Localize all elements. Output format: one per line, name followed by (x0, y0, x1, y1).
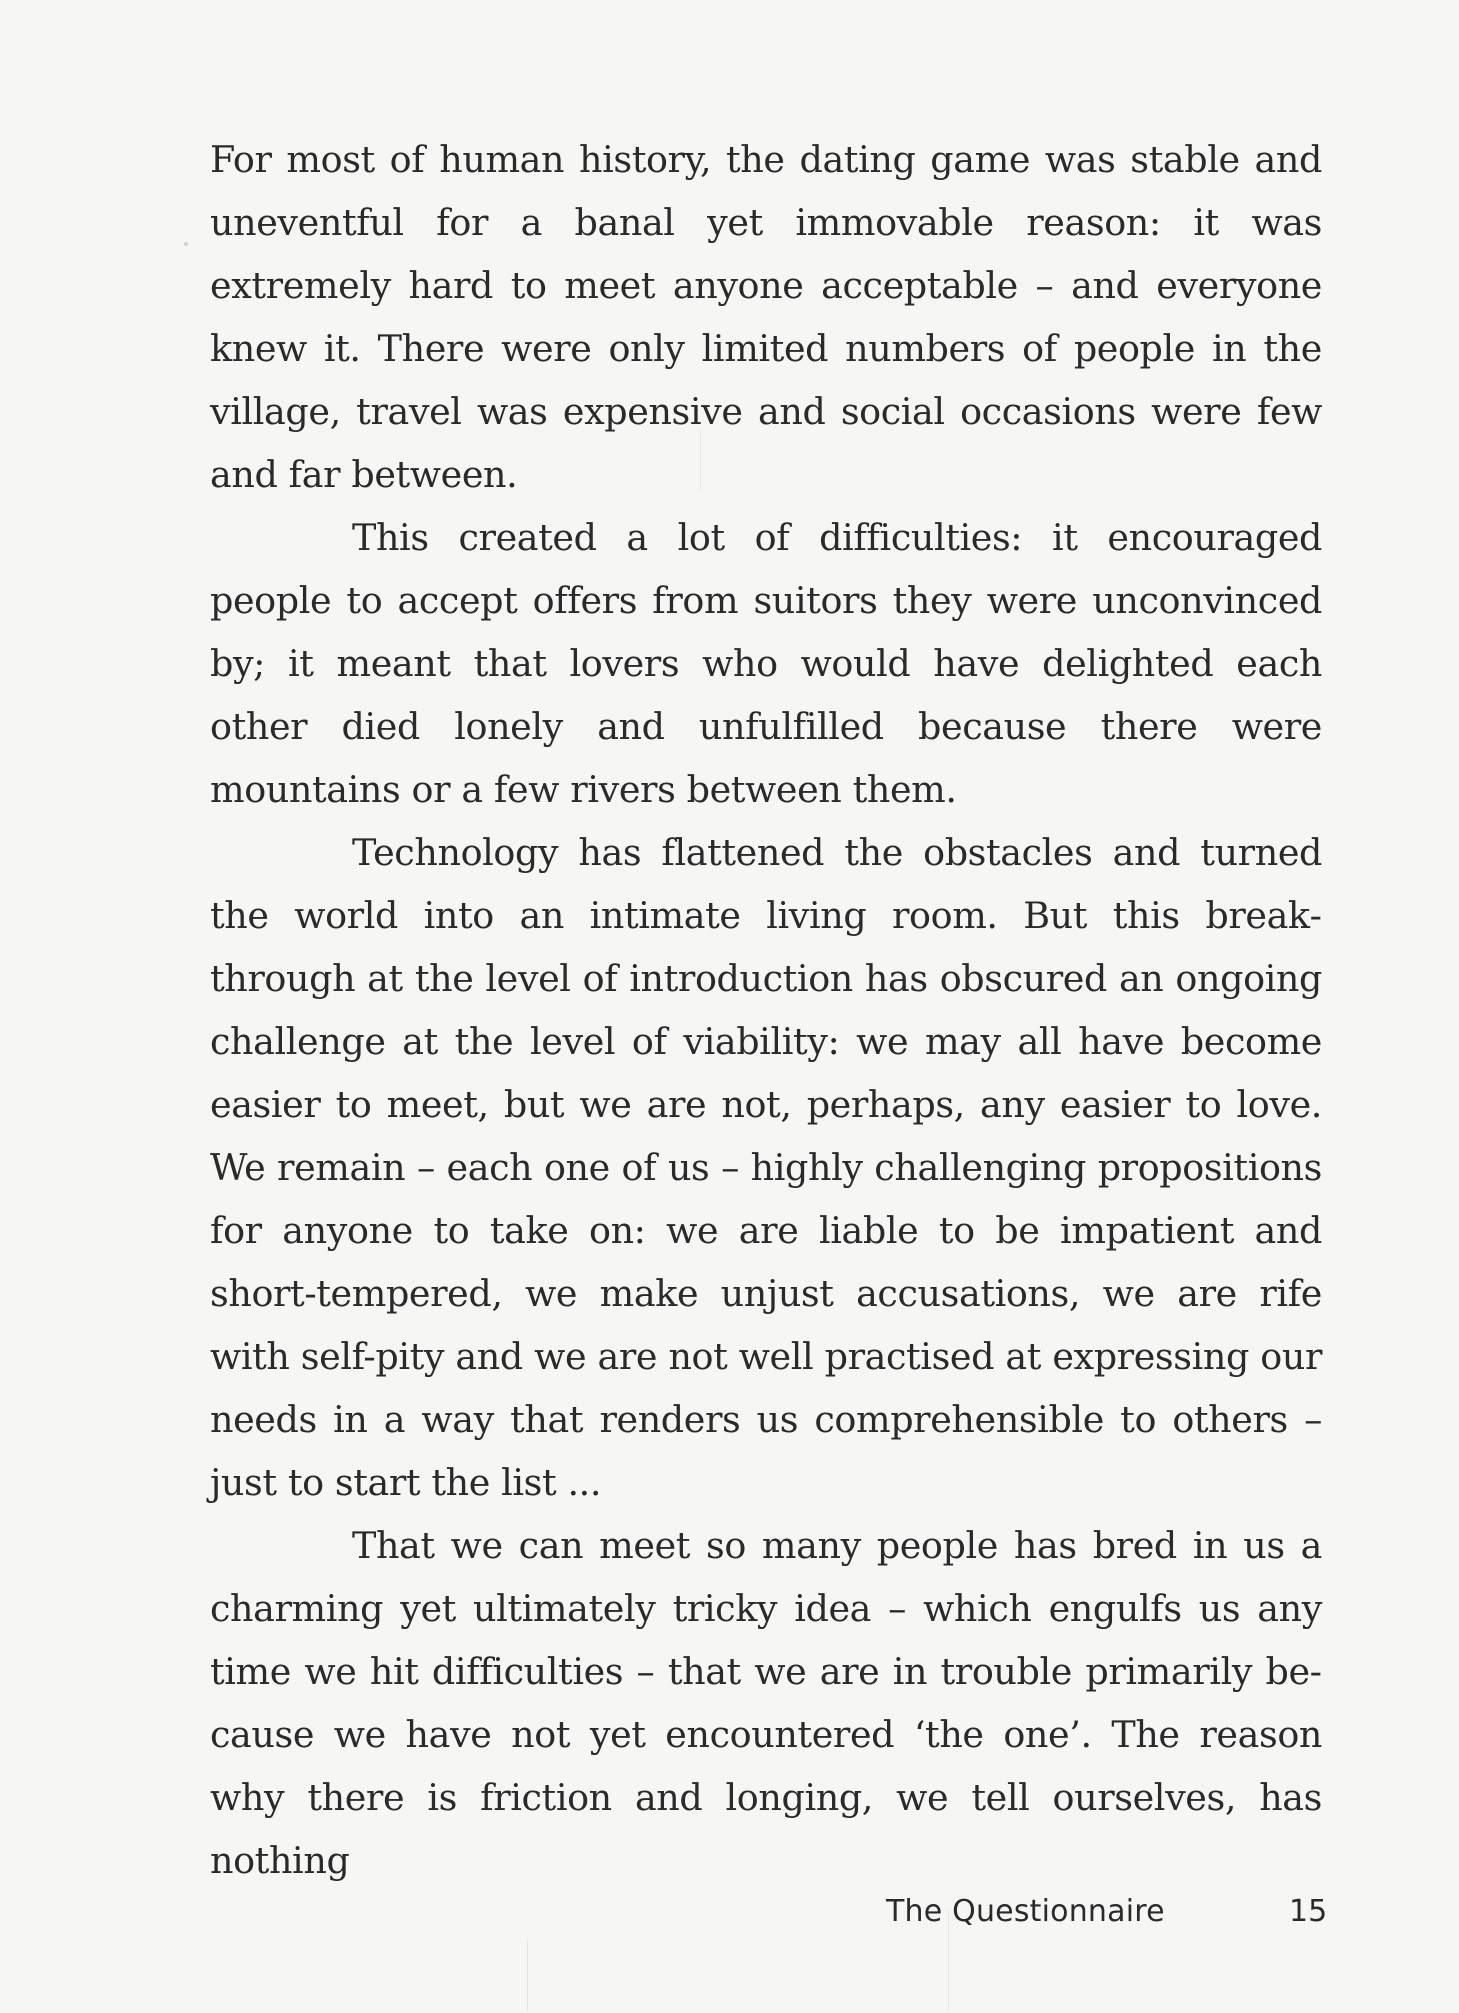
running-title: The Questionnaire (886, 1894, 1165, 1929)
paragraph-1: For most of human history, the dating game was stable and uneventful for a banal yet immovable reason: it was extremely hard to meet anyone acceptable – and everyone knew it. There were only limited numbers of people in the village, travel was expensive and social occasions were few and far between. (210, 138, 1322, 496)
page-number: 15 (1289, 1894, 1328, 1929)
body-text (210, 128, 1322, 1892)
paragraph-4: That we can meet so many people has bred in us a charming yet ultimately tricky idea – which engulfs us any time we hit difficulties – that we are in trouble primarily because we have not yet encountered ‘the one’. The reason why there is friction and longing, we tell ourselves, has nothing (210, 1524, 1322, 1882)
scan-speck (184, 242, 188, 246)
scan-crease (527, 1940, 528, 2010)
paragraph-3: Technology has flattened the obstacles and turned the world into an intimate living room. But this breakthrough at the level of introduction has obscured an ongoing challenge at the level of viability: we may all have become easier to meet, but we are not, perhaps, any easier to love. We remain – each one of us – highly challenging propositions for anyone to take on: we are liable to be impatient and short-tempered, we make unjust accusations, we are rife with self-pity and we are not well practised at expressing our needs in a way that renders us comprehensible to others – just to start the list ... (210, 831, 1322, 1504)
paragraph-2: This created a lot of difficulties: it encouraged people to accept offers from suitors they were unconvinced by; it meant that lovers who would have delighted each other died lonely and unfulfilled because there were mountains or a few rivers between them. (210, 516, 1322, 811)
